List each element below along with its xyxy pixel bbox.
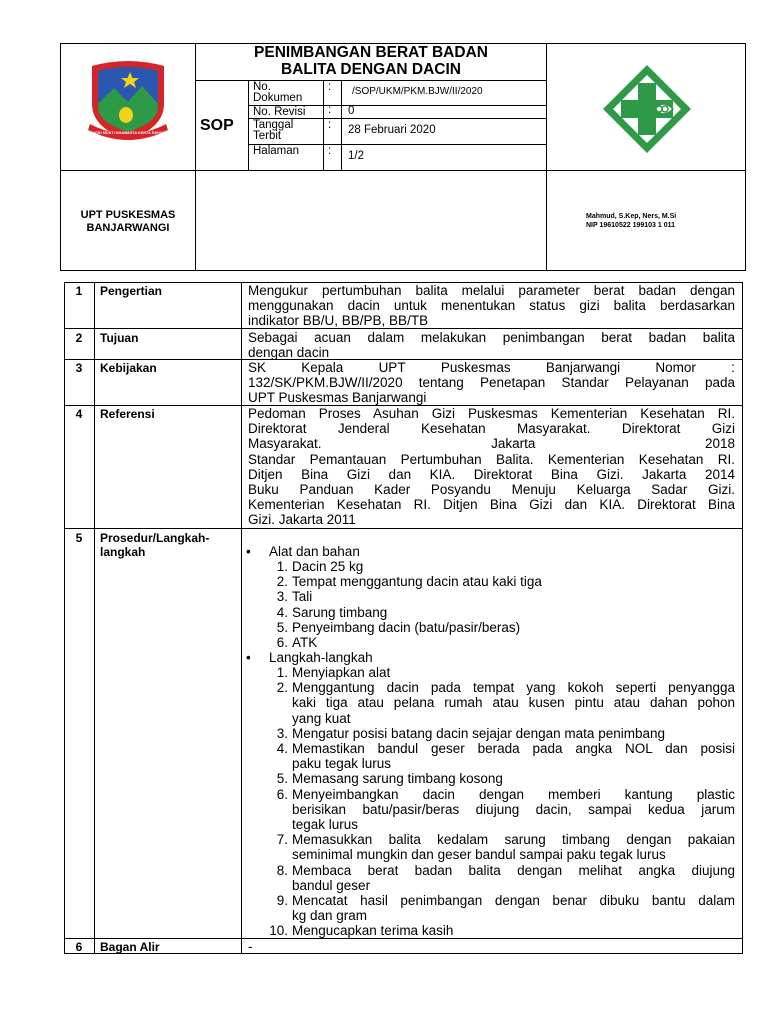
list-item-number: 4. [276, 741, 288, 756]
bullet: • [246, 544, 251, 559]
list-item-line: Menyiapkan alat [292, 665, 391, 680]
word: Puskesmas [440, 360, 511, 375]
row-text-bagan-alir: - [248, 939, 253, 954]
emblem-motto: SUGIH MUKTI NGAWASTA KERTA RAHARJA [89, 131, 171, 135]
document-title [196, 44, 546, 78]
list-item-number: 5. [276, 771, 288, 787]
list-item [292, 741, 735, 771]
list-item-line: seminimal mungkin dan geser bandul sampai paku tegak lurus [292, 847, 666, 863]
list-item [292, 726, 735, 741]
list-item-line: Mencatat hasil penimbangan dengan benar dibuku bantu dalam [292, 893, 735, 908]
list-item-number: 1. [276, 559, 288, 574]
list-item-line: kaki tiga atau pelana rumah atau kusen pintu atau dahan pohon [292, 695, 735, 711]
row-label-pengertian: Pengertian [100, 284, 163, 298]
list-item-number: 4. [276, 604, 288, 620]
field-label-tanggal-terbit: Tanggal Terbit [253, 119, 294, 142]
table-divider [241, 282, 242, 954]
list-item-line: Mengatur posisi batang dacin sejajar dengan mata penimbang [292, 725, 665, 741]
row-number: 6 [75, 940, 83, 954]
list-item [292, 863, 735, 893]
word: Banjarwangi [545, 360, 621, 375]
row-number: 1 [75, 284, 83, 298]
field-label-no-dokumen: No. Dokumen [253, 81, 303, 104]
list-item-line: Memasukkan balita kedalam sarung timbang dengan pakaian [292, 832, 735, 848]
list-item-number: 1. [276, 665, 288, 680]
word: SK [248, 360, 267, 375]
list-item: Sarung timbang [292, 604, 388, 620]
puskesmas-logo-icon [599, 61, 695, 157]
field-value-no-dokumen: /SOP/UKM/PKM.BJW/II/2020 [352, 86, 483, 97]
list-item-number: 9. [276, 893, 288, 908]
list-item-number: 5. [276, 619, 288, 635]
header-divider [323, 80, 324, 170]
row-text-referensi: Pedoman Proses Asuhan Gizi Puskesmas Kementerian Kesehatan RI. Direktorat Jenderal Kesehatan Masyarakat. Direktorat Gizi Masyarakat. Jakarta 2018 Standar Pemantauan Pertumbuhan Balita. Kementerian Kesehatan RI. Ditjen Bina Gizi dan KIA. Direktorat Bina Gizi. Jakarta 2014 Buku Panduan Kader Posyandu Menuju Keluarga Sadar Gizi. Kementerian Kesehatan RI. Ditjen Bina Gizi dan KIA. Direktorat Bina Gizi. Jakarta 2011 [248, 406, 735, 528]
list-item-number: 6. [276, 635, 288, 650]
list-item-line: Membaca berat badan balita dengan melihat angka diujung [292, 862, 735, 878]
list-item-number: 6. [276, 786, 288, 802]
word: Kepala [301, 360, 344, 375]
field-colon: : [328, 145, 332, 157]
row-number: 5 [75, 531, 83, 545]
langkah-heading: Langkah-langkah [269, 650, 373, 665]
table-divider [64, 528, 743, 529]
list-item-line: paku tegak lurus [292, 756, 392, 772]
word: Nomor [655, 360, 696, 375]
row-label-bagan-alir: Bagan Alir [100, 940, 160, 954]
row-number: 2 [75, 331, 83, 345]
list-item-number: 3. [276, 725, 288, 741]
signer-name: Mahmud, S.Kep, Ners, M.Si [586, 213, 677, 220]
list-item-number: 7. [276, 832, 288, 848]
field-label-halaman: Halaman [253, 145, 300, 157]
justified-line [248, 360, 735, 375]
list-item: Penyeimbang dacin (batu/pasir/beras) [292, 619, 521, 635]
header-divider [60, 170, 746, 171]
title-line: PENIMBANGAN BERAT BADAN [254, 44, 488, 61]
list-item-number: 10. [269, 923, 288, 939]
list-item-number: 2. [276, 574, 288, 590]
bullet: • [246, 650, 251, 665]
table-divider [94, 282, 95, 954]
row-text-tujuan: Sebagai acuan dalam melakukan penimbangan berat badan balita dengan dacin [248, 330, 735, 361]
list-item-line: Memasang sarung timbang kosong [292, 771, 503, 787]
row-text-pengertian: Mengukur pertumbuhan balita melalui parameter berat badan dengan menggunakan dacin untuk menentukan status gizi balita berdasarkan indikator BB/U, BB/PB, BB/TB [248, 283, 735, 329]
title-line: BALITA DENGAN DACIN [281, 61, 461, 78]
header-divider [248, 80, 249, 170]
list-item: Dacin 25 kg [292, 559, 364, 574]
word: : [731, 360, 735, 375]
row-label-tujuan: Tujuan [100, 331, 139, 345]
field-colon: : [328, 104, 332, 116]
list-item-line: yang kuat [292, 710, 351, 726]
signer-nip: NIP 19610522 199103 1 011 [586, 222, 676, 229]
row-label-referensi: Referensi [100, 407, 155, 421]
row-text-kebijakan: SK Kepala UPT Puskesmas Banjarwangi Nomor : 132/SK/PKM.BJW/II/2020 tentang Penetapan Standar Pelayanan pada UPT Puskesmas Banjarwangi [248, 360, 735, 406]
signatory [586, 212, 676, 230]
field-value-no-revisi: 0 [348, 105, 355, 117]
list-item-line: Memastikan bandul geser berada pada angka NOL dan posisi [292, 741, 735, 756]
list-item-line: bandul geser [292, 877, 371, 893]
list-item [292, 665, 735, 680]
list-item-line: Mengucapkan terima kasih [292, 923, 454, 939]
list-item [292, 680, 735, 726]
row-number: 4 [75, 407, 83, 421]
list-item-number: 3. [276, 589, 288, 605]
word: UPT [378, 360, 406, 375]
list-item: ATK [292, 635, 318, 650]
list-item [292, 771, 735, 786]
field-value-halaman: 1/2 [348, 150, 364, 162]
row-label-kebijakan: Kebijakan [100, 361, 157, 375]
list-item-line: tegak lurus [292, 817, 359, 832]
field-value-tanggal-terbit: 28 Februari 2020 [348, 124, 436, 136]
list-item [292, 893, 735, 923]
field-colon: : [328, 81, 332, 93]
organization-name: UPT PUSKESMAS BANJARWANGI [80, 209, 176, 234]
row-number: 3 [75, 361, 83, 375]
list-item: Tali [292, 589, 313, 605]
list-item-line: Menyeimbangkan dacin dengan memberi kantung plastic [292, 786, 735, 802]
alat-heading: Alat dan bahan [269, 544, 360, 559]
list-item-line: berisikan batu/pasir/beras diujung dacin, sampai kedua jarum [292, 801, 735, 817]
list-item-number: 8. [276, 862, 288, 878]
list-item [292, 923, 735, 938]
list-item-number: 2. [276, 680, 288, 696]
list-item [292, 832, 735, 862]
sop-label: SOP [200, 117, 234, 134]
row-label-prosedur: Prosedur/Langkah- langkah [100, 531, 210, 559]
header-divider [546, 43, 547, 271]
field-label-no-revisi: No. Revisi [253, 106, 306, 118]
list-item: Tempat menggantung dacin atau kaki tiga [292, 574, 542, 590]
list-item-line: kg dan gram [292, 908, 368, 924]
list-item-line: Menggantung dacin pada tempat yang kokoh seperti penyangga [292, 680, 735, 696]
field-colon: : [328, 119, 332, 131]
header-divider [341, 80, 342, 170]
list-item [292, 787, 735, 833]
